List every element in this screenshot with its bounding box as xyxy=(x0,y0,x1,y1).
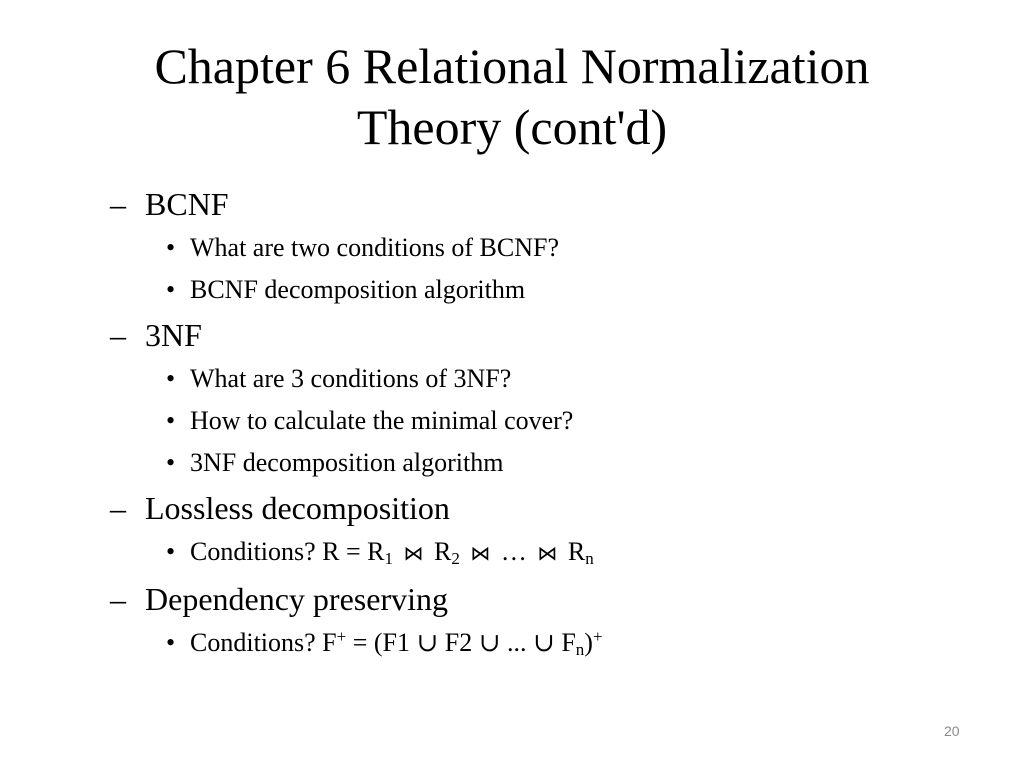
superscript-plus: + xyxy=(592,627,603,646)
formula-close: ) xyxy=(584,628,593,657)
section-heading xyxy=(110,577,970,621)
subscript-n: n xyxy=(575,640,585,659)
natural-join-symbol: ⋈ xyxy=(403,543,424,565)
formula-prefix: Conditions? F xyxy=(190,628,337,657)
section-bcnf xyxy=(110,182,970,309)
dash-bullet: – xyxy=(110,186,126,222)
dot-bullet: • xyxy=(166,275,176,304)
list-item-text: What are 3 conditions of 3NF? xyxy=(190,364,512,393)
list-item xyxy=(110,444,970,482)
section-heading xyxy=(110,313,970,357)
list-item xyxy=(110,360,970,398)
section-lossless xyxy=(110,486,970,573)
list-item-formula xyxy=(110,624,970,662)
title-line-1: Chapter 6 Relational Normalization xyxy=(154,38,870,94)
list-item xyxy=(110,402,970,440)
section-heading-text: BCNF xyxy=(145,186,229,222)
formula-middle: = (F1 ∪ F2 ∪ ... ∪ F xyxy=(346,628,576,657)
list-item-text: What are two conditions of BCNF? xyxy=(190,233,559,262)
list-item-text: BCNF decomposition algorithm xyxy=(190,275,526,304)
list-item xyxy=(110,229,970,267)
section-heading xyxy=(110,182,970,226)
bullet-list xyxy=(110,182,970,666)
subscript-2: 2 xyxy=(451,549,460,568)
superscript-plus: + xyxy=(336,627,347,646)
dot-bullet: • xyxy=(166,448,176,477)
list-item-formula xyxy=(110,533,970,573)
natural-join-symbol: ⋈ xyxy=(470,543,491,565)
subscript-n: n xyxy=(585,549,594,568)
dot-bullet: • xyxy=(166,406,176,435)
relation-r2: R xyxy=(434,537,452,566)
dot-bullet: • xyxy=(166,537,176,566)
list-item-text: How to calculate the minimal cover? xyxy=(190,406,574,435)
list-item-text: 3NF decomposition algorithm xyxy=(190,448,504,477)
relation-rn: R xyxy=(567,537,586,566)
dash-bullet: – xyxy=(110,581,126,617)
dot-bullet: • xyxy=(166,364,176,393)
section-3nf xyxy=(110,313,970,482)
list-item xyxy=(110,271,970,309)
page-number: 20 xyxy=(944,723,960,739)
section-heading-text: Dependency preserving xyxy=(145,581,448,617)
formula-prefix: Conditions? R = R xyxy=(190,537,385,566)
section-heading-text: Lossless decomposition xyxy=(145,490,450,526)
title-line-2: Theory (cont'd) xyxy=(356,99,668,155)
section-heading xyxy=(110,486,970,530)
dot-bullet: • xyxy=(166,628,176,657)
subscript-1: 1 xyxy=(384,549,394,568)
ellipsis: … xyxy=(500,537,527,566)
natural-join-symbol: ⋈ xyxy=(537,543,558,565)
dash-bullet: – xyxy=(110,317,126,353)
dot-bullet: • xyxy=(166,233,176,262)
section-dependency xyxy=(110,577,970,662)
slide-title xyxy=(60,36,964,158)
dash-bullet: – xyxy=(110,490,126,526)
section-heading-text: 3NF xyxy=(145,317,202,353)
